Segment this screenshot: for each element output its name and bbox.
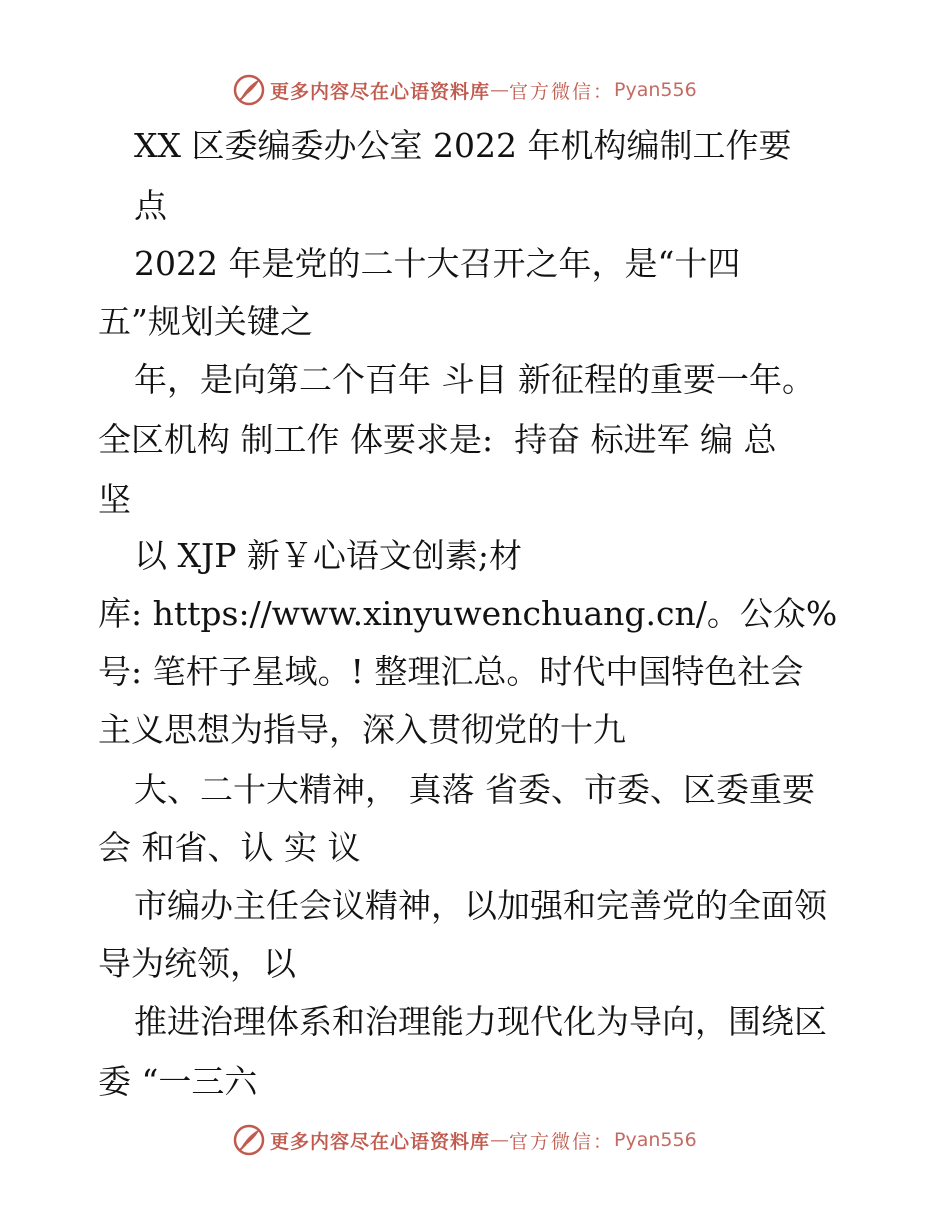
body-line: 坚 (98, 480, 131, 519)
banner-promo-text: 更多内容尽在心语资料库 (270, 80, 491, 103)
header-watermark-banner (232, 70, 697, 110)
body-line: 年，是向第二个百年 斗目 新征程的重要一年。 (134, 360, 815, 399)
body-line: 2022 年是党的二十大召开之年，是“十四 (134, 244, 741, 283)
body-line: 市编办主任会议精神，以加强和完善党的全面领 (134, 886, 827, 925)
banner-dash: — (490, 1129, 510, 1151)
body-line: 五”规划关键之 (98, 302, 313, 341)
body-line: 导为统领，以 (98, 944, 296, 983)
body-line: 库: https://www.xinyuwenchuang.cn/。公众% (98, 594, 838, 633)
body-line: 号: 笔杆子星域。! 整理汇总。时代中国特色社会 (98, 652, 804, 691)
banner-wechat-label: 官方微信： (509, 80, 615, 103)
banner-wechat-label: 官方微信： (509, 1130, 615, 1153)
banner-account-id: Pyan556 (614, 79, 697, 101)
body-line: 主义思想为指导，深入贯彻党的十九 (98, 710, 626, 749)
body-line: 推进治理体系和治理能力现代化为导向，围绕区 (134, 1002, 827, 1041)
feather-pen-icon (232, 1123, 266, 1157)
body-line: 委 “一三六 (98, 1062, 258, 1101)
footer-watermark-banner (232, 1120, 697, 1160)
body-line: 大、二十大精神， 真落 省委、市委、区委重要 (134, 770, 815, 809)
banner-account-id: Pyan556 (614, 1129, 697, 1151)
feather-pen-icon (232, 73, 266, 107)
body-line: 会 和省、认 实 议 (98, 828, 361, 867)
document-title-line-1: XX 区委编委办公室 2022 年机构编制工作要 (134, 126, 792, 165)
banner-dash: — (490, 79, 510, 101)
banner-promo-text: 更多内容尽在心语资料库 (270, 1130, 491, 1153)
body-line: 以 XJP 新￥心语文创素;材 (134, 536, 523, 575)
body-line: 全区机构 制工作 体要求是: 持奋 标进军 编 总 (98, 420, 777, 459)
document-title-line-2: 点 (134, 186, 167, 225)
